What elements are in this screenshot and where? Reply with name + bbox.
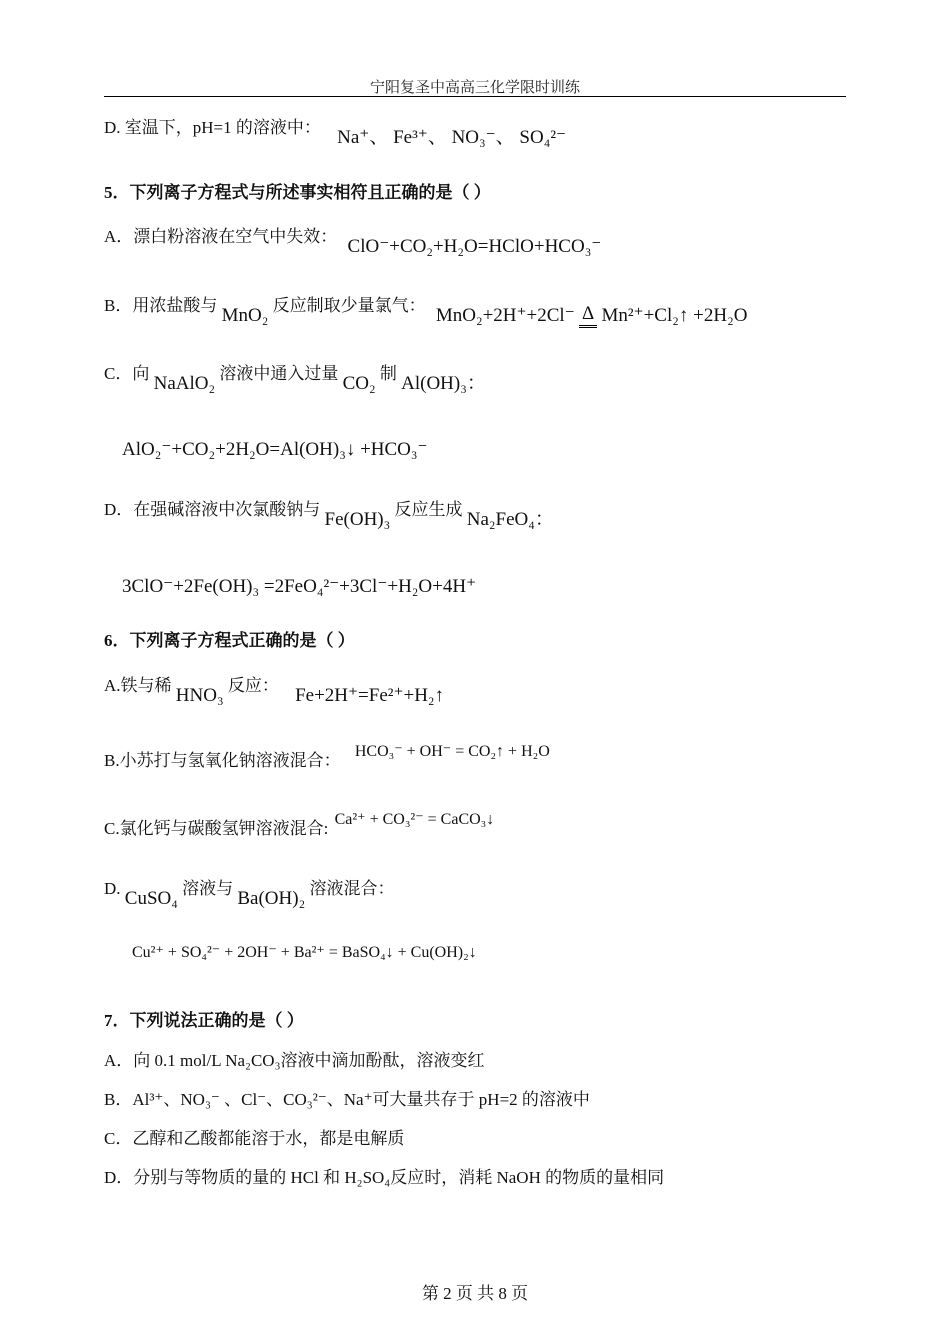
q6-a-hno3: HNO₃ <box>175 685 224 706</box>
q5-c-aloh3: Al(OH)₃： <box>401 373 486 394</box>
q6-a-text: A.铁与稀 <box>104 676 172 695</box>
q6-d-text2: 溶液与 <box>182 879 234 898</box>
q5-option-c <box>104 364 486 394</box>
q7-option-c: C．乙醇和乙酸都能溶于水，都是电解质 <box>104 1129 405 1148</box>
q5-c-text2: 溶液中通入过量 <box>219 364 339 383</box>
q6-d-baoh2: Ba(OH)₂ <box>237 888 306 909</box>
q4-d-text: D. 室温下，pH=1 的溶液中： <box>104 118 321 137</box>
q5-d-equation: 3ClO⁻+2Fe(OH)₃ =2FeO₄²⁻+3Cl⁻+H₂O+4H⁺ <box>122 576 477 597</box>
q7-option-d: D．分别与等物质的量的 HCl 和 H₂SO₄反应时，消耗 NaOH 的物质的量相同 <box>104 1168 665 1187</box>
q7-option-a: A．向 0.1 mol/L Na₂CO₃溶液中滴加酚酞，溶液变红 <box>104 1051 485 1070</box>
q5-c-text: C．向 <box>104 364 150 383</box>
q6-a-text2: 反应： <box>227 676 279 695</box>
q6-c-equation: Ca²⁺ + CO₃²⁻ = CaCO₃↓ <box>334 811 495 828</box>
q5-option-d <box>104 500 554 530</box>
q6-b-equation: HCO₃⁻ + OH⁻ = CO₂↑ + H₂O <box>354 743 550 760</box>
q5-a-equation: ClO⁻+CO₂+H₂O=HClO+HCO₃⁻ <box>347 236 602 257</box>
q6-option-c <box>104 810 495 838</box>
header-rule <box>104 96 846 97</box>
page-header: 宁阳复圣中高高三化学限时训练 <box>369 80 580 96</box>
q5-b-delta: Δ <box>579 304 597 328</box>
q5-d-text: D．在强碱溶液中次氯酸钠与 <box>104 500 321 519</box>
q6-d-equation: Cu²⁺ + SO₄²⁻ + 2OH⁻ + Ba²⁺ = BaSO₄↓ + Cu(OH)₂↓ <box>132 944 477 961</box>
q5-b-eq-left: MnO₂+2H⁺+2Cl⁻ <box>435 305 575 326</box>
q5-d-text2: 反应生成 <box>394 500 463 519</box>
q6-option-a <box>104 676 445 706</box>
q6-stem: 6．下列离子方程式正确的是（ ） <box>104 631 355 650</box>
q6-b-text: B.小苏打与氢氧化钠溶液混合： <box>104 751 341 770</box>
q7-stem: 7．下列说法正确的是（ ） <box>104 1011 304 1030</box>
q4-option-d <box>104 118 567 148</box>
q5-b-mno2: MnO₂ <box>221 305 269 326</box>
q6-option-b <box>104 742 550 770</box>
q5-d-feoh3: Fe(OH)₃ <box>324 509 391 530</box>
q5-c-equation: AlO₂⁻+CO₂+2H₂O=Al(OH)₃↓ +HCO₃⁻ <box>122 439 428 460</box>
q6-a-equation: Fe+2H⁺=Fe²⁺+H₂↑ <box>295 685 445 706</box>
q5-stem: 5．下列离子方程式与所述事实相符且正确的是（ ） <box>104 183 491 202</box>
q5-b-text2: 反应制取少量氯气： <box>272 296 426 315</box>
q5-option-b <box>104 296 748 326</box>
q6-option-d <box>104 879 395 909</box>
q6-d-cuso4: CuSO₄ <box>124 888 178 909</box>
page-number: 第 2 页 共 8 页 <box>421 1284 529 1303</box>
q5-d-na2feo4: Na₂FeO₄： <box>466 509 554 530</box>
q5-c-text3: 制 <box>379 364 397 383</box>
q4-d-ions: Na⁺、 Fe³⁺、 NO₃⁻、 SO₄²⁻ <box>337 127 567 148</box>
q7-option-b: B．Al³⁺、NO₃⁻ 、Cl⁻、CO₃²⁻、Na⁺可大量共存于 pH=2 的溶液中 <box>104 1090 590 1109</box>
q6-d-text3: 溶液混合： <box>309 879 395 898</box>
q5-c-co2: CO₂ <box>342 373 376 394</box>
q5-b-eq-right: Mn²⁺+Cl₂↑ +2H₂O <box>601 305 748 326</box>
q5-b-text: B．用浓盐酸与 <box>104 296 218 315</box>
q6-c-text: C.氯化钙与碳酸氢钾溶液混合: <box>104 819 329 838</box>
q5-c-naalo2: NaAlO₂ <box>153 373 216 394</box>
q6-d-text: D. <box>104 879 121 898</box>
q5-option-a <box>104 227 602 257</box>
q5-a-text: A．漂白粉溶液在空气中失效： <box>104 227 338 246</box>
